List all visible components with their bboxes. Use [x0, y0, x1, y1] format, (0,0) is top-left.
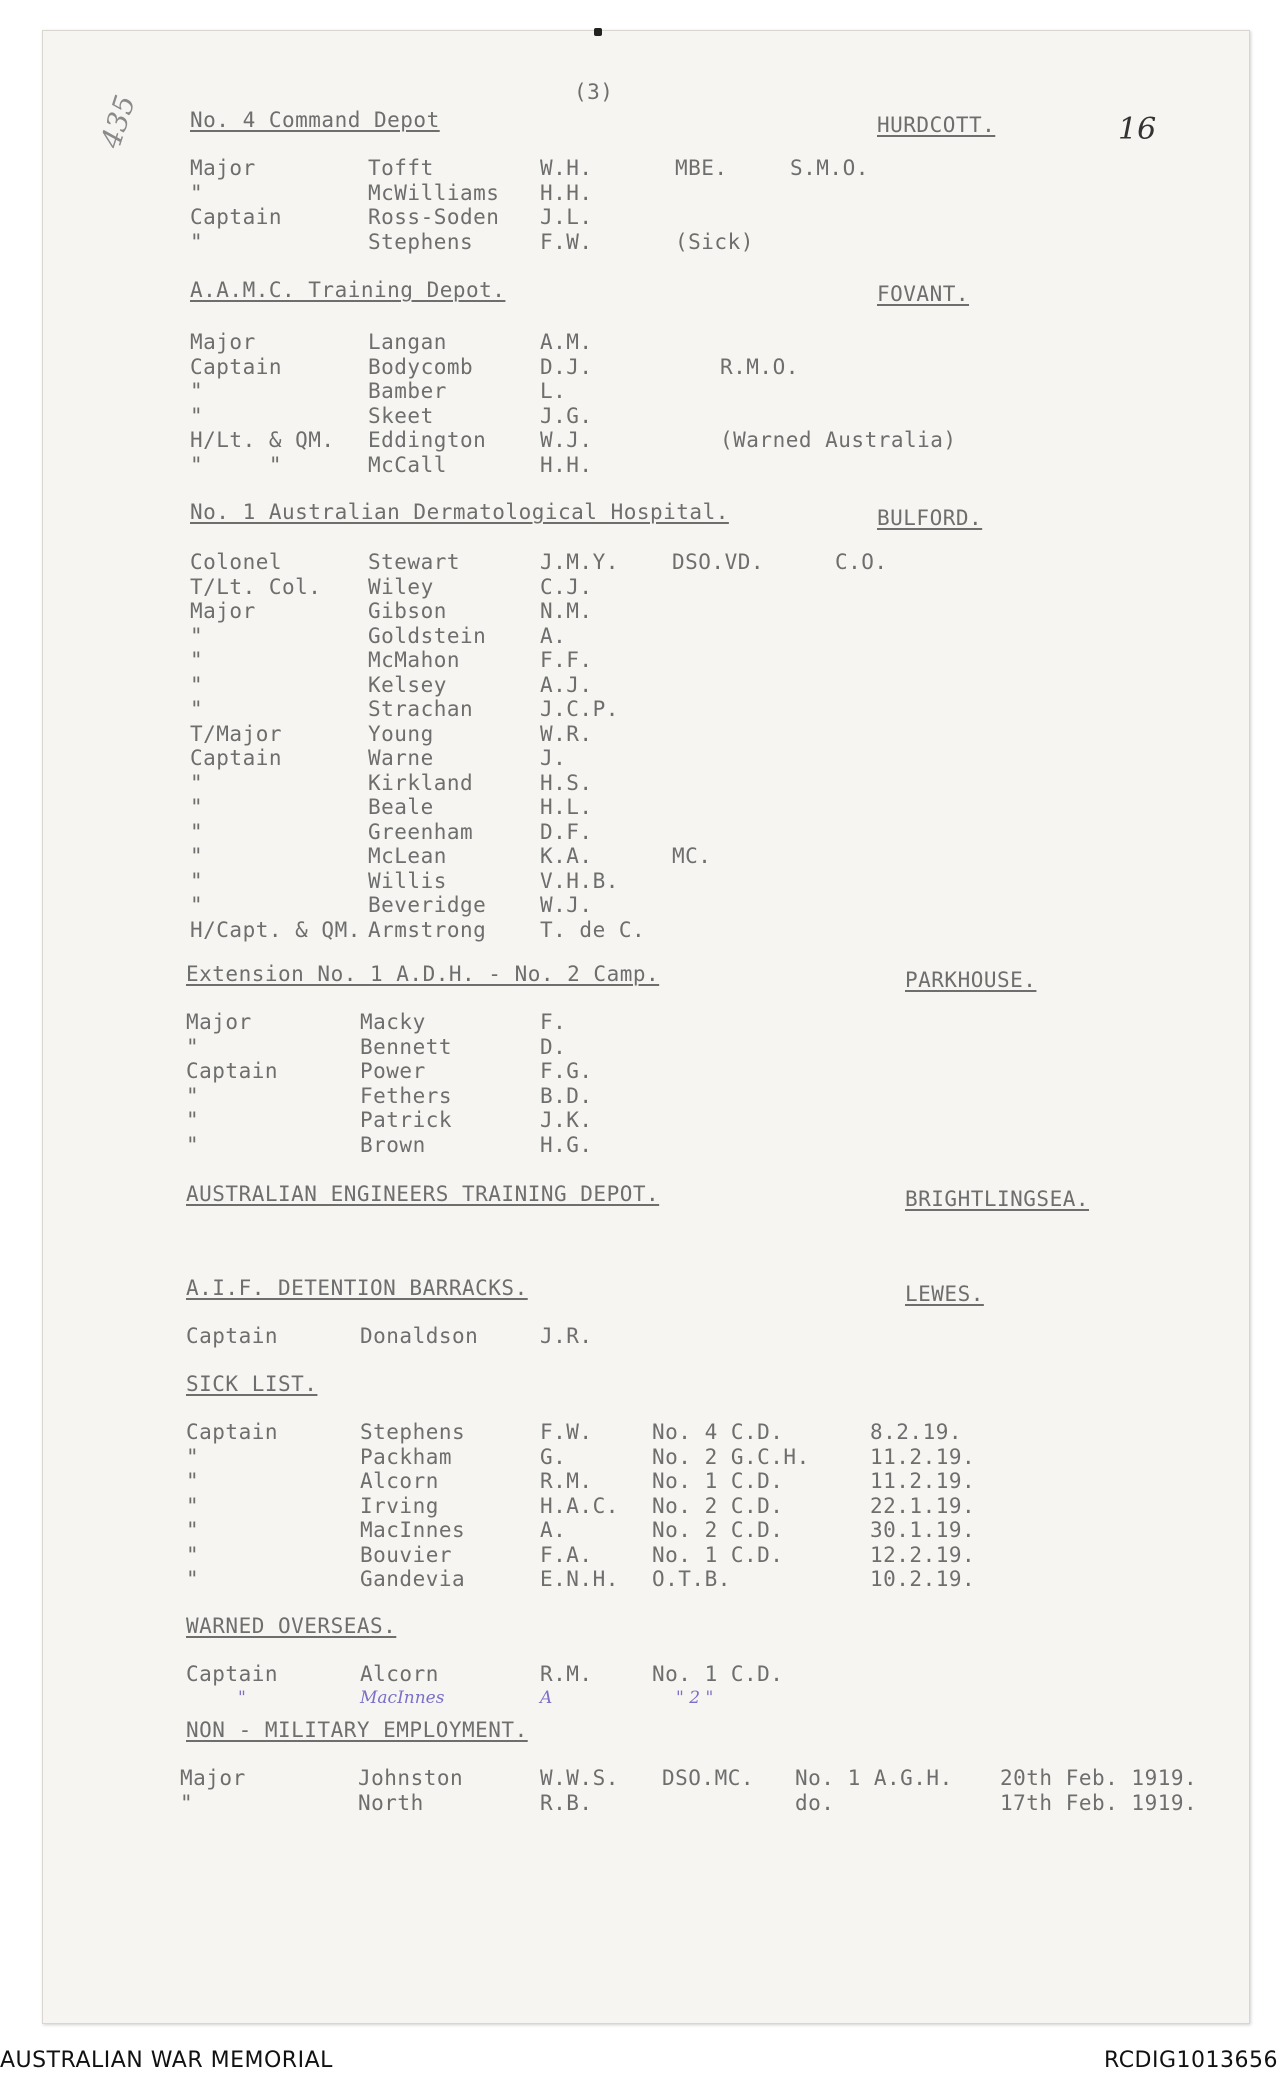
- sick_list-row-1-col-0: ": [186, 1444, 200, 1469]
- sick_list-row-1-col-4: 11.2.19.: [870, 1444, 976, 1469]
- extension-row-1-col-2: D.: [540, 1034, 567, 1059]
- sick_list-row-6-col-2: E.N.H.: [540, 1567, 619, 1591]
- detention-row-0-col-1: Donaldson: [360, 1324, 479, 1348]
- non_military-row-0-col-3: DSO.MC.: [662, 1766, 755, 1790]
- training_depot-row-0-col-1: Langan: [368, 330, 447, 354]
- dermatological-row-10-col-1: Beale: [368, 795, 434, 819]
- detention-row-0-col-2: J.R.: [540, 1324, 593, 1348]
- command_depot-row-1-col-0: ": [190, 180, 204, 205]
- dermatological-row-0-col-4: C.O.: [835, 550, 888, 574]
- training_depot-location: FOVANT.: [877, 282, 970, 306]
- dermatological-row-15-col-1: Armstrong: [368, 917, 487, 942]
- training_depot-row-2-col-2: L.: [540, 379, 567, 403]
- sick_list-row-6-col-0: ": [186, 1567, 200, 1591]
- extension-row-2-col-1: Power: [360, 1059, 426, 1083]
- training_depot-row-4-col-2: W.J.: [540, 428, 593, 452]
- sick_list-row-2-col-3: No. 1 C.D.: [652, 1469, 784, 1493]
- dermatological-row-8-col-1: Warne: [368, 746, 434, 770]
- dermatological-row-11-col-2: D.F.: [540, 819, 593, 844]
- detention-location: LEWES.: [905, 1282, 984, 1306]
- dermatological-row-1-col-0: T/Lt. Col.: [190, 574, 322, 599]
- command_depot-row-0-col-0: Major: [190, 156, 256, 180]
- sick_list-row-5-col-2: F.A.: [540, 1542, 593, 1567]
- warned-row-0-col-3: No. 1 C.D.: [652, 1662, 784, 1686]
- warned-row-0-col-0: Captain: [186, 1662, 279, 1686]
- non_military-row-0-col-5: 20th Feb. 1919.: [1000, 1766, 1198, 1790]
- dermatological-row-13-col-1: Willis: [368, 868, 447, 893]
- folio-number: 16: [1118, 112, 1157, 147]
- training_depot-row-3-col-0: ": [190, 403, 204, 428]
- training_depot-row-4-col-1: Eddington: [368, 428, 487, 452]
- dermatological-row-12-col-0: ": [190, 844, 204, 868]
- warned-handwritten-initial: A: [540, 1688, 553, 1708]
- sick_list-row-1-col-1: Packham: [360, 1444, 453, 1469]
- non_military-row-0-col-0: Major: [180, 1766, 246, 1790]
- extension-row-0-col-0: Major: [186, 1010, 252, 1034]
- extension-row-2-col-0: Captain: [186, 1059, 279, 1083]
- command_depot-row-0-col-4: S.M.O.: [790, 156, 869, 180]
- warned-handwritten-ditto: ": [238, 1688, 246, 1708]
- training_depot-row-2-col-1: Bamber: [368, 379, 447, 403]
- training_depot-row-2-col-0: ": [190, 379, 204, 403]
- sick_list-row-3-col-1: Irving: [360, 1493, 439, 1518]
- sick_list-row-2-col-2: R.M.: [540, 1469, 593, 1493]
- detention-row-0-col-0: Captain: [186, 1324, 279, 1348]
- non_military-row-1-col-0: ": [180, 1790, 194, 1815]
- dermatological-row-6-col-0: ": [190, 697, 204, 721]
- sick_list-row-0-col-0: Captain: [186, 1420, 279, 1444]
- sick_list-row-6-col-3: O.T.B.: [652, 1567, 731, 1591]
- sick_list-row-5-col-0: ": [186, 1542, 200, 1567]
- sick_list-row-6-col-1: Gandevia: [360, 1567, 466, 1591]
- extension-row-4-col-0: ": [186, 1108, 200, 1132]
- command_depot-row-3-col-3: (Sick): [675, 229, 754, 254]
- command_depot-row-2-col-2: J.L.: [540, 205, 593, 229]
- dermatological-row-5-col-1: Kelsey: [368, 672, 447, 697]
- training_depot-row-1-col-0: Captain: [190, 354, 283, 379]
- dermatological-row-11-col-0: ": [190, 819, 204, 844]
- dermatological-row-3-col-0: ": [190, 623, 204, 648]
- dermatological-row-14-col-0: ": [190, 893, 204, 917]
- warned-row-0-col-1: Alcorn: [360, 1662, 439, 1686]
- dermatological-row-10-col-0: ": [190, 795, 204, 819]
- sick_list-row-4-col-0: ": [186, 1518, 200, 1542]
- extension-row-1-col-1: Bennett: [360, 1034, 453, 1059]
- dermatological-row-3-col-2: A.: [540, 623, 567, 648]
- dermatological-row-2-col-1: Gibson: [368, 599, 447, 623]
- training_depot-row-0-col-0: Major: [190, 330, 256, 354]
- dermatological-row-0-col-1: Stewart: [368, 550, 461, 574]
- detention-title: A.I.F. DETENTION BARRACKS.: [186, 1276, 528, 1300]
- command_depot-row-1-col-1: McWilliams: [368, 180, 500, 205]
- dermatological-row-3-col-1: Goldstein: [368, 623, 487, 648]
- dermatological-row-2-col-0: Major: [190, 599, 256, 623]
- dermatological-row-10-col-2: H.L.: [540, 795, 593, 819]
- extension-row-0-col-2: F.: [540, 1010, 567, 1034]
- warned-handwritten-unit: " 2 ": [676, 1688, 714, 1708]
- command_depot-row-0-col-2: W.H.: [540, 156, 593, 180]
- sick_list-row-4-col-4: 30.1.19.: [870, 1518, 976, 1542]
- extension-row-3-col-0: ": [186, 1083, 200, 1108]
- dermatological-row-8-col-2: J.: [540, 746, 567, 770]
- command_depot-row-3-col-2: F.W.: [540, 229, 593, 254]
- dermatological-row-0-col-2: J.M.Y.: [540, 550, 619, 574]
- extension-row-5-col-1: Brown: [360, 1132, 426, 1157]
- command_depot-row-2-col-0: Captain: [190, 205, 283, 229]
- dermatological-row-8-col-0: Captain: [190, 746, 283, 770]
- warned-title: WARNED OVERSEAS.: [186, 1614, 397, 1638]
- command_depot-row-0-col-1: Tofft: [368, 156, 434, 180]
- sick_list-row-2-col-4: 11.2.19.: [870, 1469, 976, 1493]
- training_depot-row-5-col-1: McCall: [368, 452, 447, 477]
- sick_list-row-0-col-3: No. 4 C.D.: [652, 1420, 784, 1444]
- non_military-row-0-col-1: Johnston: [358, 1766, 464, 1790]
- dermatological-row-7-col-1: Young: [368, 721, 434, 746]
- sick_list-row-0-col-2: F.W.: [540, 1420, 593, 1444]
- training_depot-row-1-col-3: R.M.O.: [720, 354, 799, 379]
- dermatological-title: No. 1 Australian Dermatological Hospital.: [190, 500, 729, 524]
- training_depot-row-4-col-0: H/Lt. & QM.: [190, 428, 335, 452]
- sick_list-row-5-col-3: No. 1 C.D.: [652, 1542, 784, 1567]
- punch-mark: [594, 28, 602, 36]
- dermatological-row-0-col-0: Colonel: [190, 550, 283, 574]
- training_depot-row-3-col-1: Skeet: [368, 403, 434, 428]
- command_depot-row-3-col-1: Stephens: [368, 229, 474, 254]
- sick_list-row-0-col-4: 8.2.19.: [870, 1420, 963, 1444]
- sick_list-row-3-col-0: ": [186, 1493, 200, 1518]
- command_depot-row-3-col-0: ": [190, 229, 204, 254]
- sick_list-row-1-col-2: G.: [540, 1444, 567, 1469]
- non_military-row-1-col-1: North: [358, 1790, 424, 1815]
- dermatological-row-7-col-0: T/Major: [190, 721, 283, 746]
- extension-row-3-col-1: Fethers: [360, 1083, 453, 1108]
- sick_list-row-3-col-3: No. 2 C.D.: [652, 1493, 784, 1518]
- sick_list-row-4-col-3: No. 2 C.D.: [652, 1518, 784, 1542]
- dermatological-row-1-col-1: Wiley: [368, 574, 434, 599]
- dermatological-row-4-col-2: F.F.: [540, 648, 593, 672]
- dermatological-row-5-col-2: A.J.: [540, 672, 593, 697]
- dermatological-row-15-col-2: T. de C.: [540, 917, 646, 942]
- page-number: (3): [574, 80, 614, 104]
- dermatological-row-5-col-0: ": [190, 672, 204, 697]
- extension-row-4-col-1: Patrick: [360, 1108, 453, 1132]
- non_military-title: NON - MILITARY EMPLOYMENT.: [186, 1718, 528, 1742]
- engineers-title: AUSTRALIAN ENGINEERS TRAINING DEPOT.: [186, 1182, 660, 1206]
- dermatological-location: BULFORD.: [877, 506, 983, 530]
- sick_list-row-1-col-3: No. 2 G.C.H.: [652, 1444, 810, 1469]
- training_depot-row-1-col-2: D.J.: [540, 354, 593, 379]
- dermatological-row-0-col-3: DSO.VD.: [672, 550, 765, 574]
- dermatological-row-12-col-1: McLean: [368, 844, 447, 868]
- non_military-row-1-col-5: 17th Feb. 1919.: [1000, 1790, 1198, 1815]
- extension-row-0-col-1: Macky: [360, 1010, 426, 1034]
- dermatological-row-13-col-2: V.H.B.: [540, 868, 619, 893]
- sick_list-title: SICK LIST.: [186, 1372, 318, 1396]
- training_depot-row-0-col-2: A.M.: [540, 330, 593, 354]
- sick_list-row-4-col-2: A.: [540, 1518, 567, 1542]
- dermatological-row-4-col-1: McMahon: [368, 648, 461, 672]
- dermatological-row-6-col-1: Strachan: [368, 697, 474, 721]
- sick_list-row-5-col-1: Bouvier: [360, 1542, 453, 1567]
- non_military-row-1-col-4: do.: [795, 1790, 835, 1815]
- sick_list-row-6-col-4: 10.2.19.: [870, 1567, 976, 1591]
- dermatological-row-9-col-0: ": [190, 770, 204, 795]
- sick_list-row-0-col-1: Stephens: [360, 1420, 466, 1444]
- non_military-row-1-col-2: R.B.: [540, 1790, 593, 1815]
- dermatological-row-2-col-2: N.M.: [540, 599, 593, 623]
- command_depot-row-2-col-1: Ross-Soden: [368, 205, 500, 229]
- training_depot-row-5-col-2: H.H.: [540, 452, 593, 477]
- dermatological-row-9-col-1: Kirkland: [368, 770, 474, 795]
- extension-row-3-col-2: B.D.: [540, 1083, 593, 1108]
- extension-row-5-col-2: H.G.: [540, 1132, 593, 1157]
- dermatological-row-14-col-1: Beveridge: [368, 893, 487, 917]
- engineers-location: BRIGHTLINGSEA.: [905, 1187, 1090, 1211]
- command_depot-title: No. 4 Command Depot: [190, 108, 440, 132]
- footer-right: RCDIG1013656: [1104, 2048, 1279, 2073]
- dermatological-row-6-col-2: J.C.P.: [540, 697, 619, 721]
- sick_list-row-3-col-4: 22.1.19.: [870, 1493, 976, 1518]
- archive-number: 435: [94, 91, 142, 153]
- command_depot-row-0-col-3: MBE.: [675, 156, 728, 180]
- training_depot-row-5-col-0: " ": [190, 452, 283, 477]
- dermatological-row-13-col-0: ": [190, 868, 204, 893]
- command_depot-location: HURDCOTT.: [877, 113, 996, 137]
- sick_list-row-4-col-1: MacInnes: [360, 1518, 466, 1542]
- warned-row-0-col-2: R.M.: [540, 1662, 593, 1686]
- dermatological-row-9-col-2: H.S.: [540, 770, 593, 795]
- extension-row-5-col-0: ": [186, 1132, 200, 1157]
- non_military-row-0-col-4: No. 1 A.G.H.: [795, 1766, 953, 1790]
- sick_list-row-2-col-1: Alcorn: [360, 1469, 439, 1493]
- training_depot-row-3-col-2: J.G.: [540, 403, 593, 428]
- dermatological-row-14-col-2: W.J.: [540, 893, 593, 917]
- dermatological-row-12-col-3: MC.: [672, 844, 712, 868]
- sick_list-row-3-col-2: H.A.C.: [540, 1493, 619, 1518]
- warned-handwritten-name: MacInnes: [360, 1688, 445, 1708]
- dermatological-row-11-col-1: Greenham: [368, 819, 474, 844]
- extension-location: PARKHOUSE.: [905, 968, 1037, 992]
- training_depot-title: A.A.M.C. Training Depot.: [190, 278, 506, 302]
- extension-row-4-col-2: J.K.: [540, 1108, 593, 1132]
- sick_list-row-5-col-4: 12.2.19.: [870, 1542, 976, 1567]
- command_depot-row-1-col-2: H.H.: [540, 180, 593, 205]
- dermatological-row-12-col-2: K.A.: [540, 844, 593, 868]
- non_military-row-0-col-2: W.W.S.: [540, 1766, 619, 1790]
- dermatological-row-7-col-2: W.R.: [540, 721, 593, 746]
- training_depot-row-4-col-3: (Warned Australia): [720, 428, 957, 452]
- dermatological-row-1-col-2: C.J.: [540, 574, 593, 599]
- training_depot-row-1-col-1: Bodycomb: [368, 354, 474, 379]
- extension-title: Extension No. 1 A.D.H. - No. 2 Camp.: [186, 962, 660, 986]
- extension-row-2-col-2: F.G.: [540, 1059, 593, 1083]
- dermatological-row-4-col-0: ": [190, 648, 204, 672]
- sick_list-row-2-col-0: ": [186, 1469, 200, 1493]
- dermatological-row-15-col-0: H/Capt. & QM.: [190, 917, 361, 942]
- extension-row-1-col-0: ": [186, 1034, 200, 1059]
- footer-left: AUSTRALIAN WAR MEMORIAL: [0, 2048, 333, 2073]
